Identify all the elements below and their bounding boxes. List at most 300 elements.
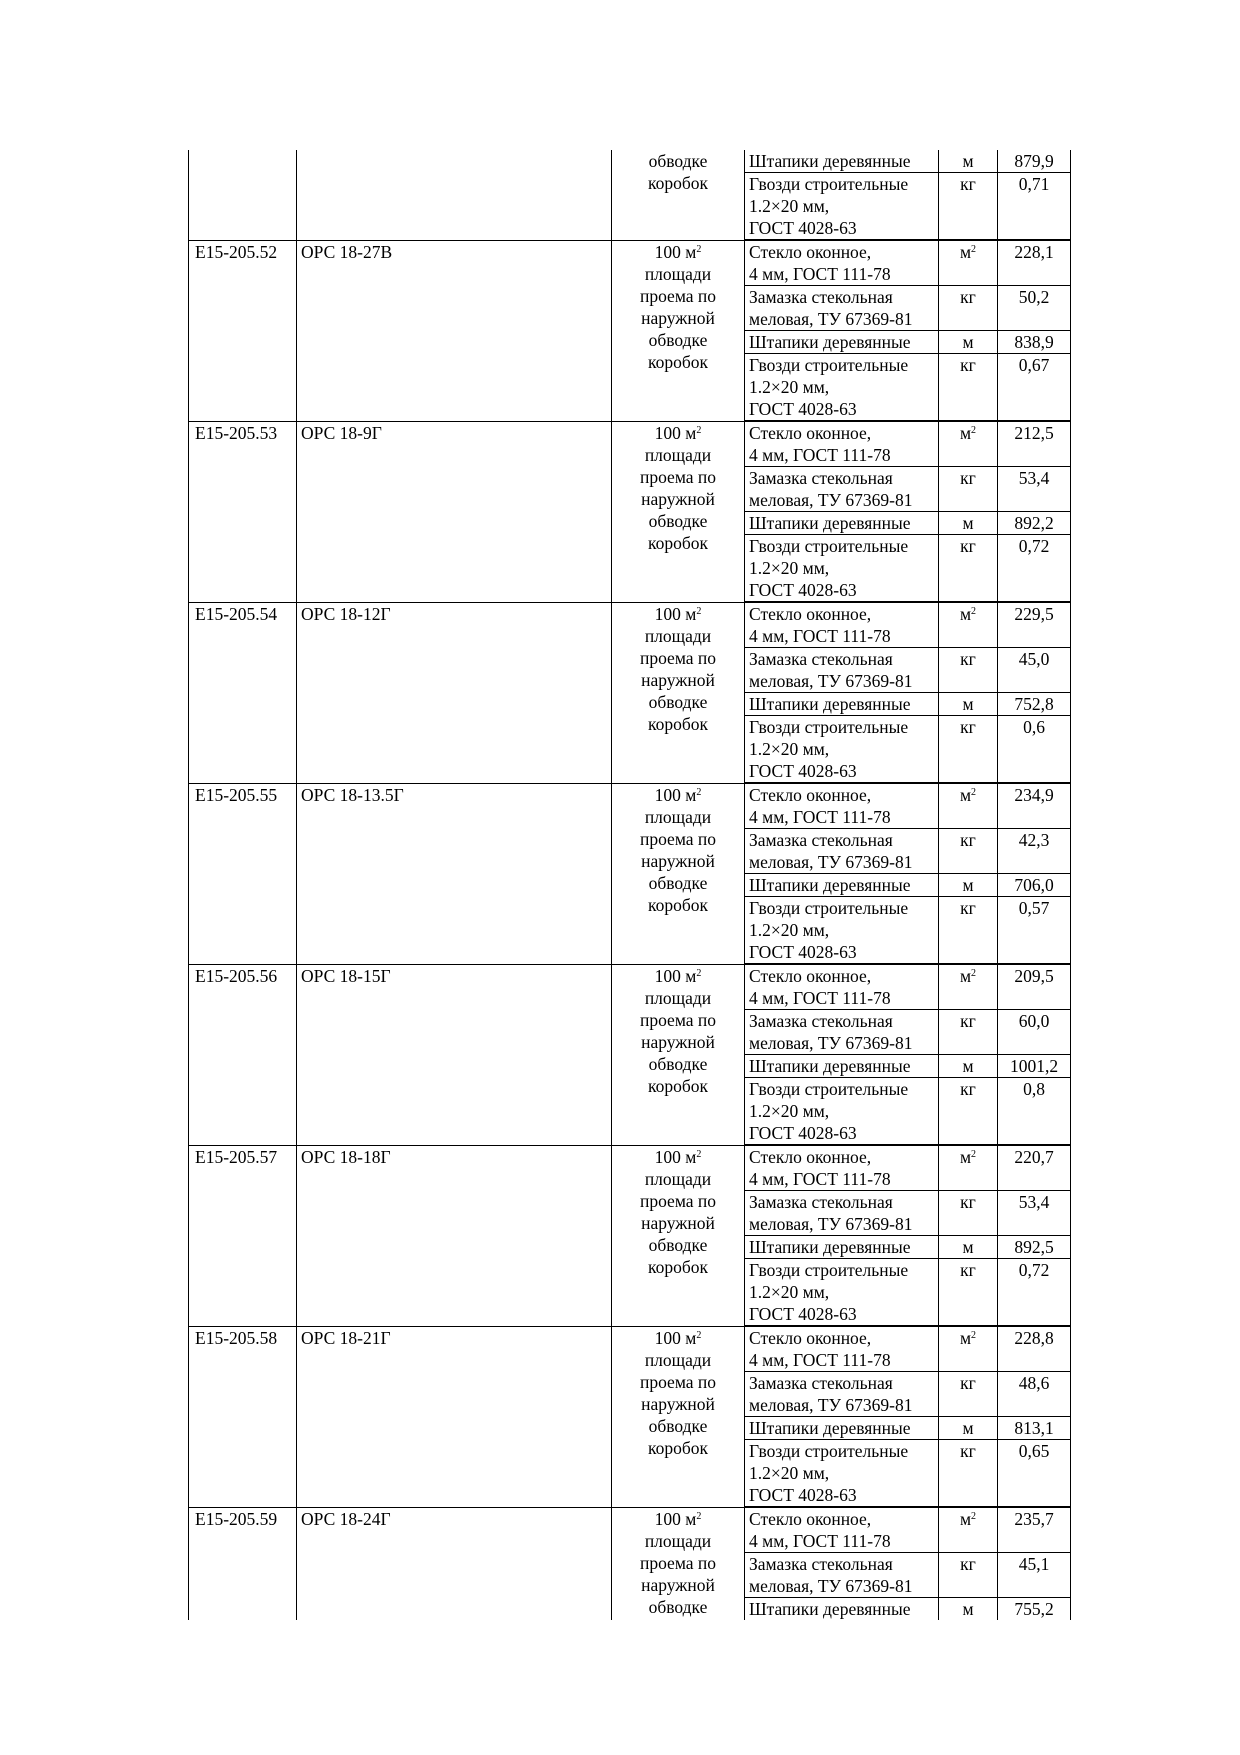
norm-name: ОРС 18-27В [297,240,612,421]
material-name [745,1327,939,1372]
material-unit [939,241,998,286]
material-name-line: меловая, ТУ 67369-81 [749,1214,913,1234]
material-row [745,1146,1071,1191]
material-row [745,535,1071,602]
material-name-line: 1.2×20 мм, [749,1101,830,1121]
material-name-line: Стекло оконное, [749,1509,872,1529]
material-row [745,467,1071,512]
measure-unit-text: 100 м [654,1327,697,1348]
material-unit [939,1372,998,1417]
material-row [745,965,1071,1010]
materials-cell [744,150,1068,240]
material-name [745,693,939,716]
unit-text: кг [960,717,976,737]
material-name-line: 4 мм, ГОСТ 111-78 [749,264,891,284]
material-unit [939,603,998,648]
unit-superscript: 2 [971,1330,977,1341]
measure-unit-superscript: 2 [696,786,702,798]
norm-row [189,602,1068,783]
material-name-line: 1.2×20 мм, [749,1463,830,1483]
materials-table [744,240,1071,421]
norm-row [189,783,1068,964]
measure-line: коробок [647,351,709,372]
material-quantity: 755,2 [998,1598,1071,1621]
measure-line: коробок [647,1437,709,1458]
material-name-line: Штапики деревянные [749,1237,911,1257]
norm-row [189,240,1068,421]
material-row [745,1553,1071,1598]
measure-line: проема по [639,285,717,306]
material-name [745,716,939,783]
material-name-line: 1.2×20 мм, [749,196,830,216]
material-name-line: 1.2×20 мм, [749,920,830,940]
material-name-line: Стекло оконное, [749,1328,872,1348]
unit-text: м [959,242,972,262]
material-name-line: 1.2×20 мм, [749,739,830,759]
material-row [745,829,1071,874]
material-name [745,1010,939,1055]
material-unit [939,1236,998,1259]
unit-text: м [959,604,972,624]
materials-table [744,421,1071,602]
materials-table [744,783,1071,964]
material-name [745,422,939,467]
unit-text: м [962,1056,974,1076]
unit-text: кг [960,1554,976,1574]
unit-text: м [962,151,974,171]
material-name-line: 4 мм, ГОСТ 111-78 [749,1350,891,1370]
material-row [745,648,1071,693]
material-quantity: 209,5 [998,965,1071,1010]
material-name [745,1078,939,1145]
material-row [745,1327,1071,1372]
material-name-line: меловая, ТУ 67369-81 [749,1576,913,1596]
material-name-line: ГОСТ 4028-63 [749,580,857,600]
measure-unit-superscript: 2 [696,1329,702,1341]
measure-unit-text: 100 м [654,241,697,262]
material-name-line: 4 мм, ГОСТ 111-78 [749,445,891,465]
material-name-line: Замазка стекольная [749,649,893,669]
material-row [745,331,1071,354]
material-name [745,784,939,829]
measure-line: наружной [641,1574,715,1595]
material-name [745,331,939,354]
material-name-line: меловая, ТУ 67369-81 [749,1395,913,1415]
material-unit [939,331,998,354]
unit-text: кг [960,1192,976,1212]
material-unit [939,1508,998,1553]
measure-line: проема по [639,1009,717,1030]
norm-name: ОРС 18-24Г [297,1507,612,1620]
material-name-line: Стекло оконное, [749,1147,872,1167]
measure-line: наружной [641,307,715,328]
material-name-line: Замазка стекольная [749,287,893,307]
material-name-line: Замазка стекольная [749,830,893,850]
material-name [745,1440,939,1507]
measure-line: наружной [641,850,715,871]
measure-line: обводке [648,1415,708,1436]
material-unit [939,829,998,874]
material-name-line: Штапики деревянные [749,875,911,895]
measure-line: коробок [647,713,709,734]
unit-text: кг [960,1260,976,1280]
material-name [745,874,939,897]
measure-cell [612,1507,745,1620]
norm-row [189,421,1068,602]
material-quantity: 0,65 [998,1440,1071,1507]
measure-line: коробок [647,532,709,553]
materials-cell [744,1326,1068,1507]
unit-text: м [962,1599,974,1619]
material-name-line: 1.2×20 мм, [749,1282,830,1302]
unit-text: м [962,694,974,714]
material-name-line: Стекло оконное, [749,604,872,624]
norm-name: ОРС 18-12Г [297,602,612,783]
unit-text: м [962,875,974,895]
material-quantity: 879,9 [998,150,1071,173]
material-row [745,354,1071,421]
material-unit [939,422,998,467]
measure-line: проема по [639,1190,717,1211]
unit-text: м [962,513,974,533]
measure-line: площади [644,1349,712,1370]
material-quantity: 838,9 [998,331,1071,354]
measure-line: площади [644,444,712,465]
materials-table [744,1326,1071,1507]
material-quantity: 752,8 [998,693,1071,716]
material-quantity: 0,67 [998,354,1071,421]
material-unit [939,1146,998,1191]
material-name-line: 1.2×20 мм, [749,377,830,397]
norm-code: Е15-205.57 [189,1145,297,1326]
measure-unit [612,965,744,987]
material-unit [939,716,998,783]
material-name-line: Замазка стекольная [749,1011,893,1031]
material-row [745,150,1071,173]
material-name-line: Стекло оконное, [749,785,872,805]
measure-line: коробок [647,894,709,915]
material-quantity: 50,2 [998,286,1071,331]
material-unit [939,648,998,693]
material-name-line: Штапики деревянные [749,1599,911,1619]
material-row [745,1236,1071,1259]
material-unit [939,1078,998,1145]
material-unit [939,535,998,602]
norm-name: ОРС 18-15Г [297,964,612,1145]
unit-text: м [962,1237,974,1257]
measure-line: проема по [639,466,717,487]
unit-text: кг [960,287,976,307]
material-name-line: Гвозди строительные [749,1079,909,1099]
material-row [745,1440,1071,1507]
norm-row [189,1145,1068,1326]
material-row [745,693,1071,716]
measure-unit [612,422,744,444]
material-unit [939,1417,998,1440]
measure-unit-text: 100 м [654,1508,697,1529]
measure-cell [612,421,745,602]
materials-table [744,602,1071,783]
material-quantity: 813,1 [998,1417,1071,1440]
measure-line: обводке [648,510,708,531]
material-row [745,1055,1071,1078]
material-quantity: 0,72 [998,535,1071,602]
measure-line: обводке [648,691,708,712]
material-name-line: Штапики деревянные [749,694,911,714]
norm-name: ОРС 18-18Г [297,1145,612,1326]
measure-unit [612,1508,744,1530]
unit-text: кг [960,1373,976,1393]
measure-line: обводке [648,872,708,893]
material-name-line: Гвозди строительные [749,1441,909,1461]
materials-cell [744,1145,1068,1326]
materials-table [744,150,1071,240]
material-name [745,286,939,331]
unit-superscript: 2 [971,787,977,798]
measure-line: наружной [641,1393,715,1414]
material-name-line: ГОСТ 4028-63 [749,218,857,238]
material-row [745,512,1071,535]
material-name [745,965,939,1010]
material-name [745,1055,939,1078]
material-name-line: Гвозди строительные [749,717,909,737]
measure-unit [612,603,744,625]
material-name-line: 1.2×20 мм, [749,558,830,578]
measure-line: наружной [641,669,715,690]
measure-unit-superscript: 2 [696,424,702,436]
norm-code: Е15-205.52 [189,240,297,421]
material-row [745,603,1071,648]
material-row [745,422,1071,467]
unit-text: м [962,1418,974,1438]
measure-line: наружной [641,488,715,509]
material-quantity: 228,1 [998,241,1071,286]
material-name-line: ГОСТ 4028-63 [749,1304,857,1324]
material-quantity: 706,0 [998,874,1071,897]
norm-code: Е15-205.55 [189,783,297,964]
material-quantity: 60,0 [998,1010,1071,1055]
measure-cell [612,602,745,783]
material-name [745,1372,939,1417]
measure-unit [612,784,744,806]
material-name-line: Стекло оконное, [749,242,872,262]
unit-text: кг [960,898,976,918]
material-quantity: 0,72 [998,1259,1071,1326]
material-name-line: 4 мм, ГОСТ 111-78 [749,807,891,827]
material-name-line: Гвозди строительные [749,536,909,556]
norm-row [189,1507,1068,1620]
measure-line: проема по [639,1552,717,1573]
continuation-row [189,150,1068,240]
measure-line: обводке [648,151,708,171]
material-name-line: Штапики деревянные [749,151,911,171]
material-quantity: 0,71 [998,173,1071,240]
measure-unit [612,241,744,263]
material-unit [939,1327,998,1372]
material-name [745,648,939,693]
material-name-line: ГОСТ 4028-63 [749,1123,857,1143]
material-row [745,1259,1071,1326]
material-name-line: 4 мм, ГОСТ 111-78 [749,988,891,1008]
unit-superscript: 2 [971,1511,977,1522]
measure-unit [612,1327,744,1349]
measure-line: коробок [647,1075,709,1096]
material-name-line: ГОСТ 4028-63 [749,761,857,781]
material-quantity: 53,4 [998,1191,1071,1236]
material-quantity: 229,5 [998,603,1071,648]
material-name-line: Гвозди строительные [749,355,909,375]
unit-text: м [959,966,972,986]
material-quantity: 1001,2 [998,1055,1071,1078]
material-quantity: 220,7 [998,1146,1071,1191]
material-unit [939,1553,998,1598]
material-row [745,1191,1071,1236]
measure-unit-superscript: 2 [696,605,702,617]
measure-line: коробок [647,1256,709,1277]
measure-cell [612,1145,745,1326]
material-name-line: 4 мм, ГОСТ 111-78 [749,626,891,646]
norm-code: Е15-205.54 [189,602,297,783]
measure-line: площади [644,1168,712,1189]
measure-line: проема по [639,1371,717,1392]
material-row [745,1598,1071,1621]
material-name [745,1553,939,1598]
material-row [745,874,1071,897]
norm-code: Е15-205.59 [189,1507,297,1620]
material-quantity: 42,3 [998,829,1071,874]
measure-line: коробок [647,173,709,193]
unit-text: кг [960,468,976,488]
material-quantity: 892,2 [998,512,1071,535]
material-name-line: Штапики деревянные [749,332,911,352]
material-name [745,897,939,964]
measure-unit-text: 100 м [654,965,697,986]
materials-cell [744,421,1068,602]
norm-name: ОРС 18-9Г [297,421,612,602]
material-name [745,173,939,240]
material-quantity: 45,1 [998,1553,1071,1598]
norm-row [189,1326,1068,1507]
material-row [745,716,1071,783]
unit-text: кг [960,1079,976,1099]
unit-text: кг [960,649,976,669]
material-name-line: 4 мм, ГОСТ 111-78 [749,1531,891,1551]
material-name [745,354,939,421]
material-name [745,535,939,602]
material-unit [939,784,998,829]
material-quantity: 53,4 [998,467,1071,512]
norm-code: Е15-205.56 [189,964,297,1145]
material-name-line: Замазка стекольная [749,1373,893,1393]
unit-text: м [959,1147,972,1167]
material-name [745,1417,939,1440]
unit-superscript: 2 [971,968,977,979]
material-row [745,173,1071,240]
material-unit [939,965,998,1010]
unit-text: кг [960,355,976,375]
material-unit [939,1055,998,1078]
material-name-line: меловая, ТУ 67369-81 [749,671,913,691]
measure-line: проема по [639,828,717,849]
material-row [745,286,1071,331]
material-name-line: Замазка стекольная [749,1554,893,1574]
material-unit [939,693,998,716]
material-row [745,1372,1071,1417]
material-quantity: 892,5 [998,1236,1071,1259]
material-unit [939,1598,998,1621]
material-unit [939,354,998,421]
measure-line: площади [644,263,712,284]
materials-cell [744,964,1068,1145]
material-quantity: 48,6 [998,1372,1071,1417]
material-name-line: Гвозди строительные [749,898,909,918]
unit-text: м [959,785,972,805]
material-quantity: 45,0 [998,648,1071,693]
measure-unit [612,1146,744,1168]
unit-superscript: 2 [971,244,977,255]
material-quantity: 212,5 [998,422,1071,467]
material-quantity: 228,8 [998,1327,1071,1372]
measure-unit-superscript: 2 [696,967,702,979]
material-unit [939,1440,998,1507]
measure-line: обводке [648,1596,708,1617]
material-name-line: Штапики деревянные [749,513,911,533]
material-quantity: 0,8 [998,1078,1071,1145]
unit-superscript: 2 [971,1149,977,1160]
materials-table [744,1145,1071,1326]
measure-unit-superscript: 2 [696,1510,702,1522]
material-name-line: ГОСТ 4028-63 [749,942,857,962]
material-name-line: 4 мм, ГОСТ 111-78 [749,1169,891,1189]
measure-line: площади [644,987,712,1008]
unit-text: кг [960,1011,976,1031]
material-quantity: 0,57 [998,897,1071,964]
material-quantity: 234,9 [998,784,1071,829]
material-name-line: Замазка стекольная [749,1192,893,1212]
norms-table [188,150,1068,1620]
material-name-line: меловая, ТУ 67369-81 [749,1033,913,1053]
material-row [745,784,1071,829]
measure-unit-text: 100 м [654,422,697,443]
norm-code: Е15-205.53 [189,421,297,602]
measure-line: площади [644,625,712,646]
material-row [745,1078,1071,1145]
unit-text: кг [960,1441,976,1461]
measure-line: наружной [641,1212,715,1233]
material-row [745,1417,1071,1440]
unit-text: м [962,332,974,352]
materials-cell [744,783,1068,964]
measure-cell [612,783,745,964]
material-unit [939,1191,998,1236]
material-unit [939,1010,998,1055]
norm-code: Е15-205.58 [189,1326,297,1507]
material-name [745,1508,939,1553]
material-name [745,150,939,173]
measure-unit-text: 100 м [654,1146,697,1167]
measure-line: наружной [641,1031,715,1052]
measure-cell [612,964,745,1145]
unit-text: м [959,1509,972,1529]
unit-superscript: 2 [971,425,977,436]
material-name-line: Гвозди строительные [749,1260,909,1280]
material-name-line: Штапики деревянные [749,1418,911,1438]
measure-cell [612,150,745,240]
norms-table-page [188,150,1059,1620]
material-unit [939,173,998,240]
material-name-line: ГОСТ 4028-63 [749,1485,857,1505]
material-quantity: 235,7 [998,1508,1071,1553]
